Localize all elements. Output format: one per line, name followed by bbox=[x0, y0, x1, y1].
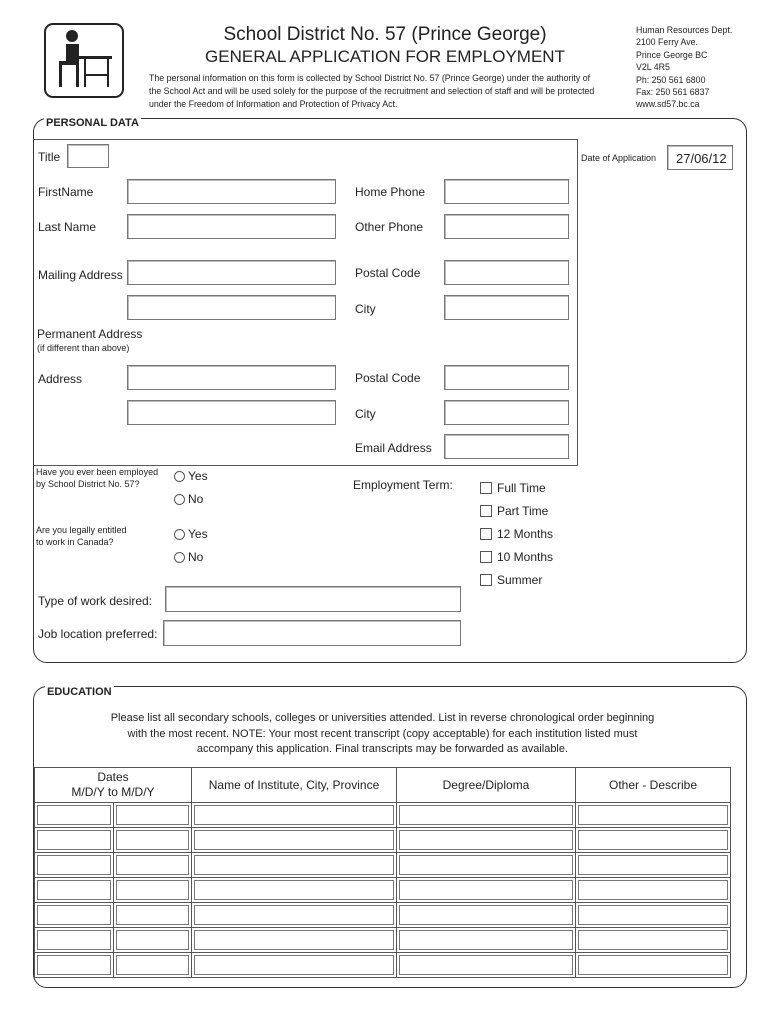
education-intro-line: Please list all secondary schools, colleges or universities attended. List in reverse chronological order beginning bbox=[110, 712, 655, 724]
contact-web: www.sd57.bc.ca bbox=[636, 99, 700, 110]
table-row bbox=[35, 828, 731, 853]
degree-field[interactable] bbox=[399, 805, 573, 825]
email-label: Email Address bbox=[355, 441, 432, 455]
employment-term-label: Employment Term: bbox=[353, 478, 453, 492]
degree-field[interactable] bbox=[399, 930, 573, 950]
education-title: EDUCATION bbox=[47, 686, 112, 698]
cell bbox=[397, 853, 576, 878]
date-from-field[interactable] bbox=[37, 905, 111, 925]
entitled-question-line: Are you legally entitled bbox=[36, 525, 127, 535]
first-name-label: FirstName bbox=[38, 185, 94, 199]
contact-phone: Ph: 250 561 6800 bbox=[636, 74, 706, 85]
cell bbox=[192, 878, 397, 903]
permanent-address-label: Permanent Address bbox=[37, 327, 143, 341]
cell bbox=[576, 828, 731, 853]
summer-label: Summer bbox=[497, 573, 543, 587]
summer-checkbox[interactable] bbox=[480, 574, 492, 586]
table-row bbox=[35, 903, 731, 928]
entitled-no-radio[interactable] bbox=[174, 552, 185, 563]
date-to-field[interactable] bbox=[116, 805, 190, 825]
other-field[interactable] bbox=[578, 955, 728, 975]
other-field[interactable] bbox=[578, 855, 728, 875]
institute-field[interactable] bbox=[194, 805, 394, 825]
permanent-address-note: (if different than above) bbox=[37, 343, 130, 353]
cell bbox=[576, 803, 731, 828]
privacy-line: under the Freedom of Information and Protection of Privacy Act. bbox=[149, 99, 398, 109]
job-location-label: Job location preferred: bbox=[38, 627, 158, 641]
date-to-field[interactable] bbox=[116, 955, 190, 975]
permanent-city-field[interactable] bbox=[444, 400, 569, 425]
cell bbox=[113, 853, 192, 878]
page-subtitle: GENERAL APPLICATION FOR EMPLOYMENT bbox=[205, 47, 565, 66]
other-field[interactable] bbox=[578, 830, 728, 850]
part-time-checkbox[interactable] bbox=[480, 505, 492, 517]
home-phone-field[interactable] bbox=[444, 179, 569, 204]
employed-yes-label: Yes bbox=[188, 469, 208, 483]
cell bbox=[192, 853, 397, 878]
cell bbox=[35, 803, 114, 828]
first-name-field[interactable] bbox=[127, 179, 336, 204]
date-to-field[interactable] bbox=[116, 830, 190, 850]
date-value: 27/06/12 bbox=[676, 151, 727, 166]
address-label: Address bbox=[38, 372, 83, 386]
date-to-field[interactable] bbox=[116, 930, 190, 950]
privacy-line: The personal information on this form is collected by School District No. 57 (Prince George) under the authority of bbox=[149, 73, 591, 83]
degree-field[interactable] bbox=[399, 855, 573, 875]
contact-fax: Fax: 250 561 6837 bbox=[636, 87, 710, 98]
full-time-checkbox[interactable] bbox=[480, 482, 492, 494]
cell bbox=[192, 828, 397, 853]
entitled-question bbox=[36, 524, 127, 548]
full-time-label: Full Time bbox=[497, 481, 546, 495]
last-name-label: Last Name bbox=[38, 220, 97, 234]
other-field[interactable] bbox=[578, 905, 728, 925]
privacy-notice bbox=[149, 72, 639, 111]
dates-header-line: Dates bbox=[97, 770, 129, 784]
part-time-label: Part Time bbox=[497, 504, 549, 518]
permanent-address-line2-field[interactable] bbox=[127, 400, 336, 425]
cell bbox=[113, 903, 192, 928]
date-from-field[interactable] bbox=[37, 855, 111, 875]
table-row bbox=[35, 853, 731, 878]
degree-header: Degree/Diploma bbox=[397, 768, 576, 803]
cell bbox=[576, 878, 731, 903]
employed-no-label: No bbox=[188, 492, 204, 506]
cell bbox=[397, 828, 576, 853]
city-field[interactable] bbox=[444, 295, 569, 320]
cell bbox=[113, 828, 192, 853]
employed-question bbox=[36, 466, 158, 490]
postal-code-label: Postal Code bbox=[355, 266, 421, 280]
city-label: City bbox=[355, 302, 376, 316]
postal-code-field[interactable] bbox=[444, 260, 569, 285]
other-field[interactable] bbox=[578, 880, 728, 900]
cell bbox=[35, 953, 114, 978]
logo-desk-icon bbox=[44, 23, 124, 98]
contact-street: 2100 Ferry Ave. bbox=[636, 37, 698, 48]
mailing-address-field[interactable] bbox=[127, 260, 336, 285]
cell bbox=[113, 928, 192, 953]
cell bbox=[576, 903, 731, 928]
date-from-field[interactable] bbox=[37, 880, 111, 900]
10-months-checkbox[interactable] bbox=[480, 551, 492, 563]
entitled-yes-label: Yes bbox=[188, 527, 208, 541]
privacy-line: the School Act and will be used solely for the purpose of the recruitment and selection of staff and will be protected bbox=[149, 86, 595, 96]
institute-field[interactable] bbox=[194, 830, 394, 850]
cell bbox=[397, 803, 576, 828]
employed-yes-radio[interactable] bbox=[174, 471, 185, 482]
date-to-field[interactable] bbox=[116, 855, 190, 875]
date-label: Date of Application bbox=[581, 153, 657, 163]
education-intro-line: with the most recent. NOTE: Your most recent transcript (copy acceptable) for each institution listed must bbox=[127, 727, 638, 740]
permanent-postal-code-field[interactable] bbox=[444, 365, 569, 390]
contact-block bbox=[636, 24, 732, 111]
institute-field[interactable] bbox=[194, 905, 394, 925]
title-field[interactable] bbox=[67, 144, 109, 168]
cell bbox=[35, 903, 114, 928]
cell bbox=[113, 878, 192, 903]
institute-field[interactable] bbox=[194, 855, 394, 875]
education-intro bbox=[60, 711, 705, 758]
cell bbox=[192, 903, 397, 928]
permanent-address-field[interactable] bbox=[127, 365, 336, 390]
education-table bbox=[34, 767, 731, 978]
institute-field[interactable] bbox=[194, 880, 394, 900]
entitled-question-line: to work in Canada? bbox=[36, 537, 114, 547]
institute-header: Name of Institute, City, Province bbox=[192, 768, 397, 803]
cell bbox=[397, 953, 576, 978]
date-to-field[interactable] bbox=[116, 880, 190, 900]
12-months-checkbox[interactable] bbox=[480, 528, 492, 540]
table-row bbox=[35, 953, 731, 978]
dates-header-line: M/D/Y to M/D/Y bbox=[71, 785, 155, 799]
entitled-no-label: No bbox=[188, 550, 204, 564]
date-to-field[interactable] bbox=[116, 905, 190, 925]
logo bbox=[44, 23, 124, 98]
contact-dept: Human Resources Dept. bbox=[636, 25, 733, 35]
personal-data-title: PERSONAL DATA bbox=[46, 117, 139, 129]
contact-postal: V2L 4R5 bbox=[636, 62, 670, 73]
date-from-field[interactable] bbox=[37, 955, 111, 975]
other-phone-field[interactable] bbox=[444, 214, 569, 239]
employed-question-line: by School District No. 57? bbox=[36, 479, 140, 489]
cell bbox=[35, 928, 114, 953]
cell bbox=[192, 803, 397, 828]
employed-question-line: Have you ever been employed bbox=[36, 467, 159, 477]
table-row bbox=[35, 928, 731, 953]
cell bbox=[35, 828, 114, 853]
job-location-field[interactable] bbox=[163, 620, 461, 646]
email-field[interactable] bbox=[444, 434, 569, 459]
date-from-field[interactable] bbox=[37, 830, 111, 850]
table-row bbox=[35, 803, 731, 828]
cell bbox=[576, 853, 731, 878]
cell bbox=[397, 878, 576, 903]
cell bbox=[397, 928, 576, 953]
title-label: Title bbox=[38, 150, 61, 164]
table-row bbox=[35, 878, 731, 903]
entitled-yes-radio[interactable] bbox=[174, 529, 185, 540]
degree-field[interactable] bbox=[399, 955, 573, 975]
cell bbox=[576, 953, 731, 978]
10-months-label: 10 Months bbox=[497, 550, 554, 564]
page-title: School District No. 57 (Prince George) bbox=[223, 24, 547, 45]
degree-field[interactable] bbox=[399, 830, 573, 850]
degree-field[interactable] bbox=[399, 880, 573, 900]
cell bbox=[576, 928, 731, 953]
other-field[interactable] bbox=[578, 930, 728, 950]
work-type-label: Type of work desired: bbox=[38, 594, 153, 608]
other-field[interactable] bbox=[578, 805, 728, 825]
degree-field[interactable] bbox=[399, 905, 573, 925]
cell bbox=[35, 853, 114, 878]
mailing-address-line2-field[interactable] bbox=[127, 295, 336, 320]
home-phone-label: Home Phone bbox=[355, 185, 426, 199]
cell bbox=[35, 878, 114, 903]
permanent-city-label: City bbox=[355, 407, 376, 421]
last-name-field[interactable] bbox=[127, 214, 336, 239]
employed-no-radio[interactable] bbox=[174, 494, 185, 505]
institute-field[interactable] bbox=[194, 955, 394, 975]
other-header: Other - Describe bbox=[576, 768, 731, 803]
cell bbox=[113, 953, 192, 978]
mailing-address-label: Mailing Address bbox=[38, 268, 123, 282]
cell bbox=[113, 803, 192, 828]
dates-header bbox=[35, 768, 192, 803]
12-months-label: 12 Months bbox=[497, 527, 554, 541]
other-phone-label: Other Phone bbox=[355, 220, 424, 234]
education-intro-line: accompany this application. Final transcripts may be forwarded as available. bbox=[196, 743, 569, 755]
work-type-field[interactable] bbox=[165, 586, 461, 612]
date-field[interactable] bbox=[667, 145, 733, 170]
education-header-row bbox=[35, 768, 731, 803]
cell bbox=[397, 903, 576, 928]
permanent-postal-code-label: Postal Code bbox=[355, 371, 421, 385]
date-from-field[interactable] bbox=[37, 805, 111, 825]
contact-city: Prince George BC bbox=[636, 49, 708, 60]
cell bbox=[192, 928, 397, 953]
institute-field[interactable] bbox=[194, 930, 394, 950]
date-from-field[interactable] bbox=[37, 930, 111, 950]
cell bbox=[192, 953, 397, 978]
